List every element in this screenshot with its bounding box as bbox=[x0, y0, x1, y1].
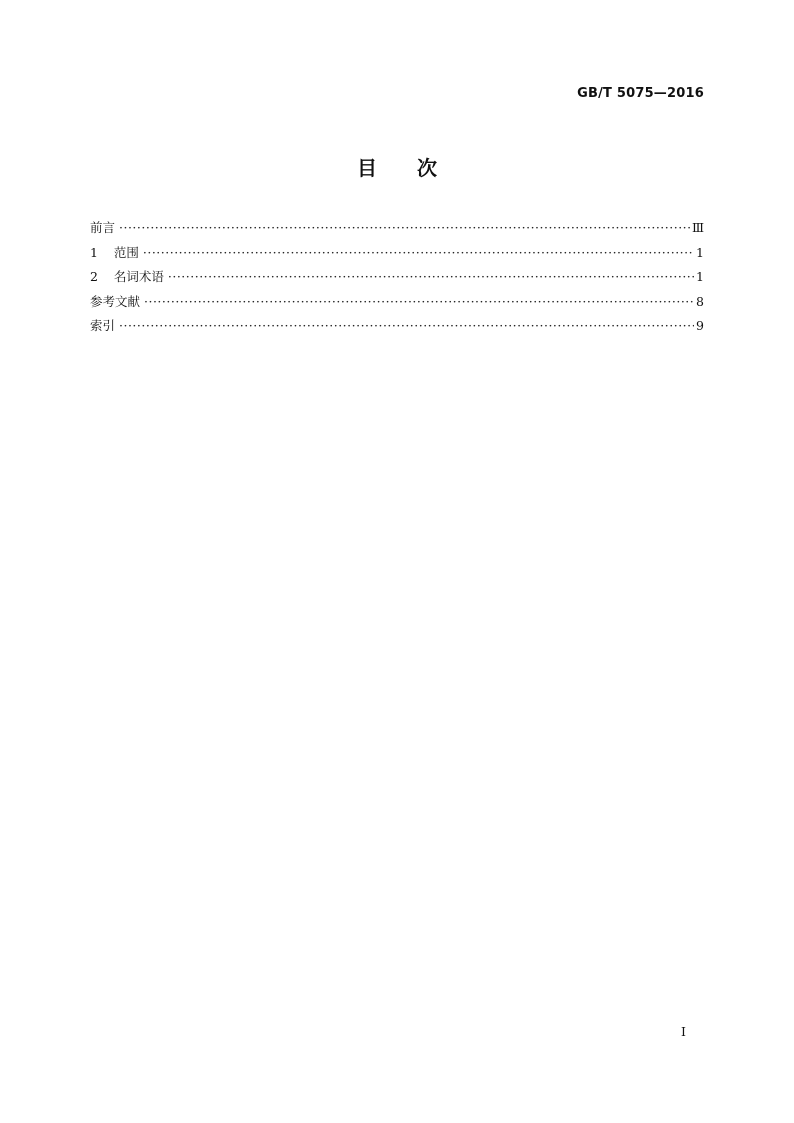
toc-page-number: 9 bbox=[696, 318, 704, 333]
table-of-contents bbox=[90, 218, 704, 341]
toc-entry-scope[interactable] bbox=[90, 243, 704, 268]
toc-dot-leader bbox=[143, 243, 694, 263]
toc-entry-terms[interactable] bbox=[90, 267, 704, 292]
toc-dot-leader bbox=[119, 316, 694, 336]
toc-entry-foreword[interactable] bbox=[90, 218, 704, 243]
toc-entry-label: 参考文献 bbox=[90, 293, 141, 309]
toc-page-number: 8 bbox=[696, 293, 704, 309]
toc-page-number: 1 bbox=[696, 269, 704, 284]
toc-entry-references[interactable] bbox=[90, 292, 704, 317]
standard-number: GB/T 5075—2016 bbox=[577, 86, 704, 101]
toc-dot-leader bbox=[168, 267, 694, 287]
toc-entry-index[interactable] bbox=[90, 316, 704, 341]
toc-page-number: 1 bbox=[696, 244, 704, 260]
toc-entry-label: 前言 bbox=[90, 220, 116, 235]
toc-entry-label: 索引 bbox=[90, 318, 116, 333]
toc-dot-leader bbox=[119, 218, 690, 238]
toc-section-number: 2 bbox=[90, 269, 98, 284]
toc-entry-label: 名词术语 bbox=[113, 269, 164, 284]
toc-section-number: 1 bbox=[90, 244, 98, 260]
page-number: I bbox=[681, 1024, 686, 1039]
toc-title: 目 次 bbox=[357, 156, 437, 180]
toc-entry-label: 范围 bbox=[113, 244, 139, 260]
toc-page-number: Ⅲ bbox=[691, 220, 704, 235]
toc-dot-leader bbox=[144, 292, 694, 312]
